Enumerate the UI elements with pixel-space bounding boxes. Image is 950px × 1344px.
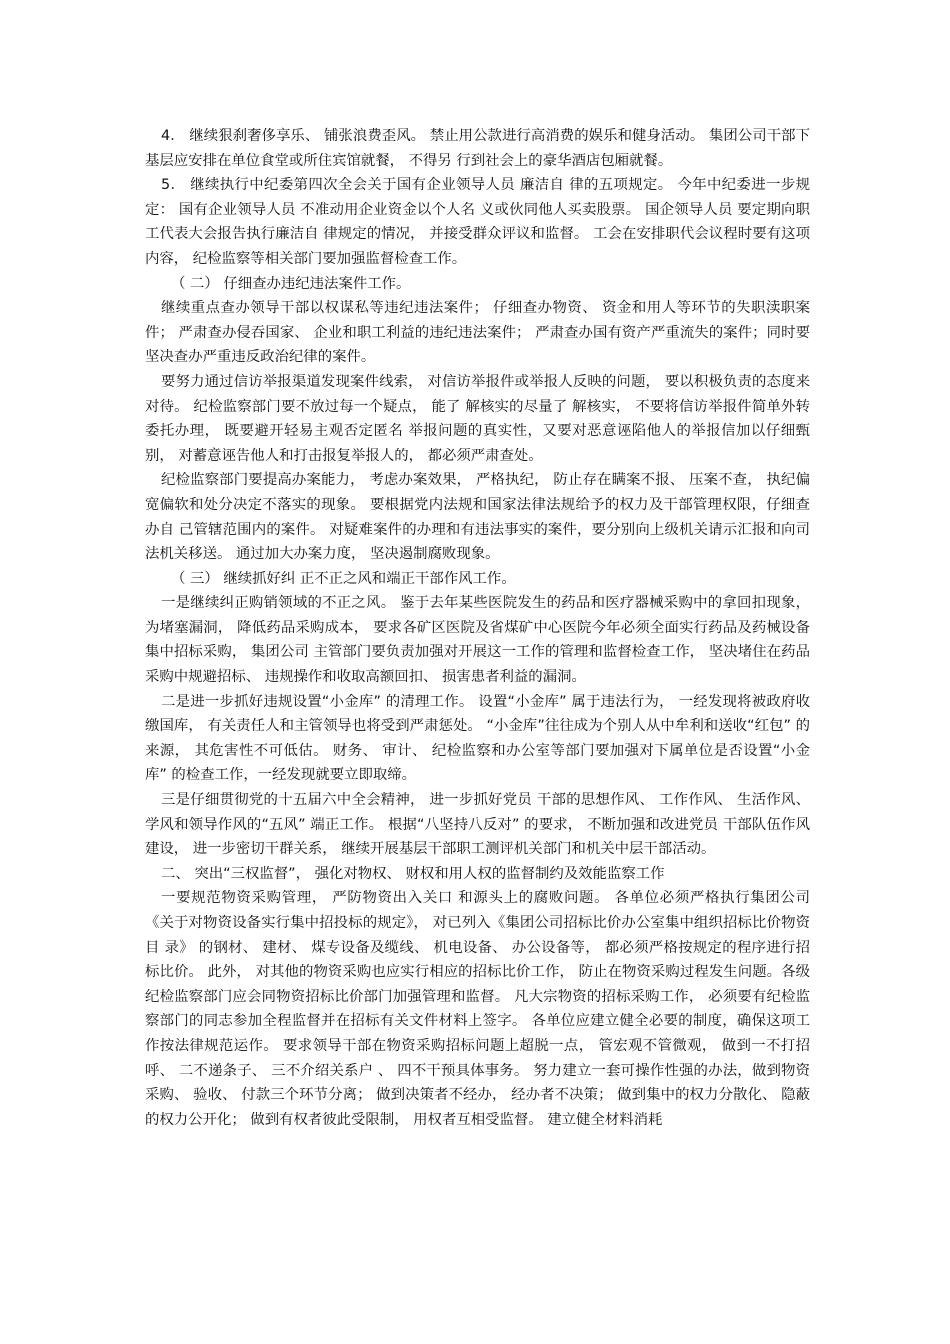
paragraph: 二是进一步抓好违规设置“小金库” 的清理工作。 设置“小金库” 属于违法行为， 一经发现将被政府收缴国库， 有关责任人和主管领导也将受到严肃惩处。 “小金库”往往成为个别人从中牟利和送收“红包” 的来源， 其危害性不可低估。 财务、 审计、 纪检监察和办公室等部门要加强对下属单位是否设置“小金库” 的检查工作，一经发现就要立即取缔。 [145, 693, 810, 784]
paragraph: 要努力通过信访举报渠道发现案件线索， 对信访举报件或举报人反映的问题， 要以积极负责的态度来对待。 纪检监察部门要不放过每一个疑点， 能了 解核实的尽量了 解核实， 不要将信访举报件简单外转委托办理， 既要避开轻易主观否定匿名 举报问题的真实性，又要对恶意诬陷他人的举报信加以仔细甄别， 对蓄意诬告他人和打击报复举报人的， 都必须严肃查处。 [145, 373, 810, 464]
paragraph: 纪检监察部门要提高办案能力， 考虑办案效果， 严格执纪， 防止存在瞒案不报、 压案不查， 执纪偏宽偏软和处分决定不落实的现象。 要根据党内法规和国家法律法规给予的权力及干部管理权限，仔细查办自 己管辖范围内的案件。 对疑难案件的办理和有违法事实的案件，要分别向上级机关请示汇报和向司法机关移送。 通过加大办案力度， 坚决遏制腐败现象。 [145, 472, 810, 563]
paragraph-item-4: 4． 继续狠刹奢侈享乐、 铺张浪费歪风。 禁止用公款进行高消费的娱乐和健身活动。 集团公司干部下基层应安排在单位食堂或所住宾馆就餐， 不得另 行到社会上的豪华酒店包厢就餐。 [145, 128, 810, 169]
section-heading-3: （ 三） 继续抓好纠 正不正之风和端正干部作风工作。 [171, 570, 516, 587]
section-heading-2: （ 二） 仔细查办违纪违法案件工作。 [171, 275, 411, 292]
chapter-heading-2: 二、 突出“三权监督”， 强化对物权、 财权和用人权的监督制约及效能监察工作 [161, 865, 665, 882]
paragraph: 一要规范物资采购管理， 严防物资出入关口 和源头上的腐败问题。 各单位必须严格执行集团公司 《关于对物资设备实行集中招投标的规定》， 对已列入《集团公司招标比价办公室集中组织招标比价物资目 录》 的钢材、 建材、 煤专设备及缆线、 机电设备、 办公设备等， 都必须严格按规定的程序进行招标比价。 此外， 对其他的物资采购也应实行相应的招标比价工作， 防止在物资采购过程发生问题。各级纪检监察部门应会同物资招标比价部门加强管理和监督。 凡大宗物资的招标采购工作， 必须要有纪检监察部门的同志参加全程监督并在招标有关文件材料上签字。 各单位应建立健全必要的制度，确保这项工作按法律规范运作。 要求领导干部在物资采购招标问题上超脱一点， 管宏观不管微观， 做到一不打招呼、 二不递条子、 三不介绍关系户 、 四不干预具体事务。 努力建立一套可操作性强的办法，做到物资采购、 验收、 付款三个环节分离； 做到决策者不经办， 经办者不决策； 做到集中的权力分散化、 隐蔽的权力公开化； 做到有权者彼此受限制， 用权者互相受监督。 建立健全材料消耗 [145, 890, 810, 1128]
paragraph: 一是继续纠正购销领域的不正之风。 鉴于去年某些医院发生的药品和医疗器械采购中的拿回扣现象， 为堵塞漏洞， 降低药品采购成本， 要求各矿区医院及省煤矿中心医院今年必须全面实行药品及药械设备集中招标采购， 集团公司 主管部门要负责加强对开展这一工作的管理和监督检查工作， 坚决堵住在药品采购中规避招标、 违规操作和收取高额回扣、 损害患者利益的漏洞。 [145, 595, 810, 686]
paragraph: 三是仔细贯彻党的十五届六中全会精神， 进一步抓好党员 干部的思想作风、 工作作风、 生活作风、 学风和领导作风的“五风” 端正工作。 根据“八坚持八反对” 的要求， 不断加强和改进党员 干部队伍作风建设， 进一步密切干群关系， 继续开展基层干部职工测评机关部门和机关中层干部活动。 [145, 792, 810, 858]
document-body [145, 124, 810, 1132]
paragraph-item-5: 5． 继续执行中纪委第四次全会关于国有企业领导人员 廉洁自 律的五项规定。 今年中纪委进一步规定： 国有企业领导人员 不准动用企业资金以个人名 义或伙同他人买卖股票。 国企领导人员 要定期向职工代表大会报告执行廉洁自 律规定的情况， 并接受群众评议和监督。 工会在安排职代会议程时要有这项内容， 纪检监察等相关部门要加强监督检查工作。 [145, 177, 810, 267]
paragraph: 继续重点查办领导干部以权谋私等违纪违法案件； 仔细查办物资、 资金和用人等环节的失职渎职案件； 严肃查办侵吞国家、 企业和职工利益的违纪违法案件； 严肃查办国有资产严重流失的案件；同时要坚决查办严重违反政治纪律的案件。 [145, 300, 810, 366]
